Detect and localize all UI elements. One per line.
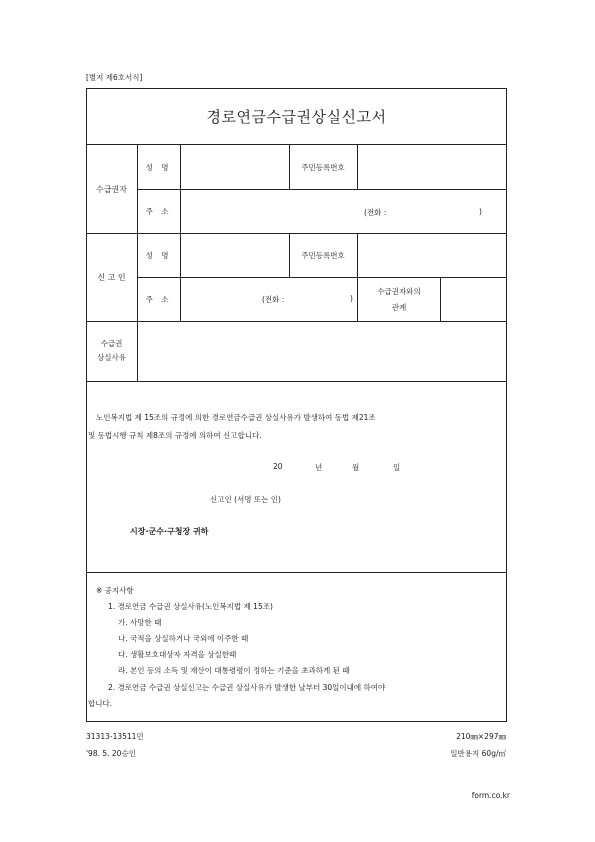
approval-date: '98. 5. 20승인 (86, 749, 136, 758)
form-code: 31313-13511민 (86, 732, 144, 741)
recipient-phone-label: (전화 : (364, 208, 387, 217)
loss-reason-label-2: 상실사유 (97, 353, 126, 362)
notice-sub-c: 다. 생활보호대상자 자격을 상실한때 (118, 650, 237, 659)
notice-item-1: 1. 경로연금 수급권 상실사유(노인복지법 제 15조) (108, 602, 273, 611)
year-label: 년 (315, 463, 323, 472)
notice-sub-b: 나. 국적을 상실하거나 국외에 이주한 때 (118, 634, 249, 643)
notice-sub-a: 가. 사망한 때 (118, 618, 162, 627)
table-bottom-border (86, 721, 507, 722)
statement-line-2: 및 동법시행 규칙 제8조의 규정에 의하여 신고합니다. (88, 431, 262, 440)
notice-sub-d: 라. 본인 등의 소득 및 재산이 대통령령이 정하는 기준을 초과하게 된 때 (118, 666, 350, 675)
reporter-rrn-label: 주민등록번호 (301, 251, 345, 260)
month-label: 월 (352, 463, 360, 472)
notice-item-2: 2. 경로연금 수급권 상실신고는 수급권 상실사유가 발생한 날부터 30일이내에 하여야 (108, 683, 386, 692)
notice-item-2-cont: 합니다. (88, 699, 113, 708)
reporter-address-label: 주 소 (145, 295, 172, 304)
reporter-name-label: 성 명 (145, 251, 172, 260)
year-prefix: 20 (273, 462, 283, 471)
recipient-address-label: 주 소 (145, 207, 172, 216)
reporter-phone-label: (전화 : (262, 295, 285, 304)
recipient-rrn-field[interactable] (358, 146, 505, 188)
divider (137, 277, 506, 278)
table-right-border (506, 88, 507, 722)
recipient-rrn-label: 주민등록번호 (301, 162, 345, 172)
loss-reason-label: 수급권 (100, 339, 123, 348)
recipient-name-label: 성 명 (145, 162, 172, 172)
statement-line-1: 노인복지법 제 15조의 규정에 의한 경로연금수급권 상실사유가 발생하여 동법 제21조 (96, 413, 376, 422)
paper-type: 일반용지 60g/㎡ (450, 749, 506, 758)
reporter-phone-close: ) (350, 294, 353, 303)
reporter-relation-label: 수급권자와의 (377, 287, 421, 296)
divider (137, 189, 506, 190)
site-link[interactable]: form.co.kr (471, 791, 510, 800)
addressee: 시장·군수·구청장 귀하 (130, 527, 209, 536)
loss-reason-field[interactable] (138, 322, 505, 380)
divider (86, 381, 507, 382)
day-label: 일 (393, 463, 401, 472)
recipient-section-label: 수급권자 (96, 184, 127, 194)
recipient-name-field[interactable] (181, 146, 289, 188)
notice-heading: ※ 공지사항 (96, 586, 134, 595)
reporter-name-field[interactable] (181, 235, 289, 276)
divider (86, 572, 507, 573)
form-title: 경로연금수급권상실신고서 (206, 107, 387, 126)
reporter-section-label: 신 고 인 (97, 273, 126, 282)
reporter-rrn-field[interactable] (358, 235, 505, 276)
recipient-address-field[interactable] (181, 191, 505, 232)
recipient-phone-close: ) (479, 207, 482, 216)
form-number-label: [별지 제6호서식] (86, 73, 143, 82)
signer-label: 신고인 (서명 또는 인) (210, 495, 281, 504)
paper-size: 210㎜×297㎜ (456, 732, 506, 741)
reporter-relation-field[interactable] (441, 279, 505, 320)
reporter-relation-label-2: 관계 (391, 303, 407, 312)
